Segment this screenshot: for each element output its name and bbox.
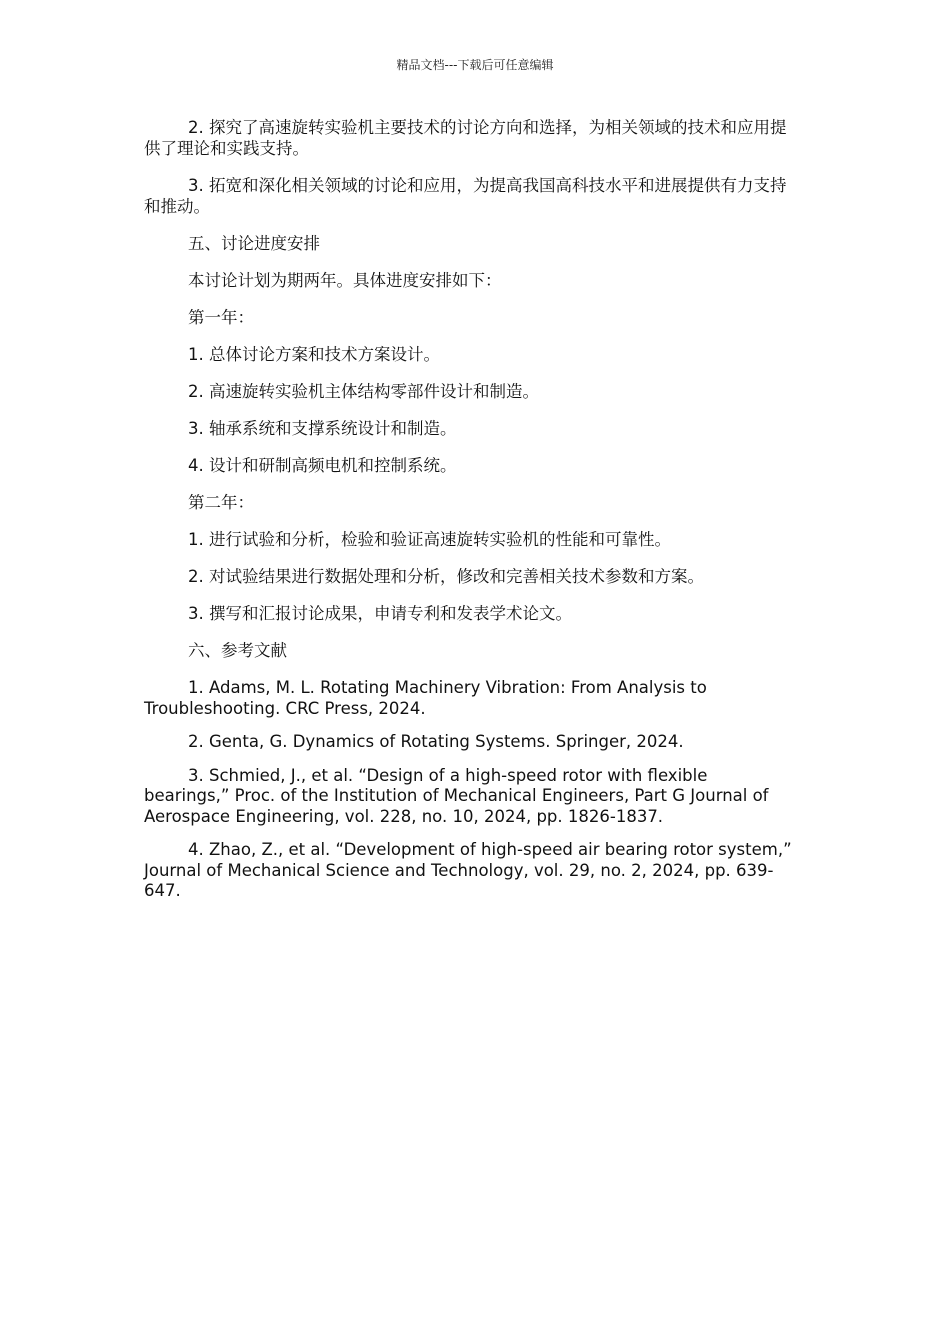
- list-item-year1-4: 4. 设计和研制高频电机和控制系统。: [188, 456, 457, 475]
- reference-item-3: 3. Schmied, J., et al. “Design of a high-speed rotor with flexible bearings,” Proc. of the Institution of Mechanical Engineers, Part G Journal of Aerospace Engineering, vol. 228, no. 10, 2024, pp. 1826-1837.: [144, 765, 769, 826]
- reference-item-1: 1. Adams, M. L. Rotating Machinery Vibration: From Analysis to Troubleshooting. CRC Press, 2024.: [144, 678, 707, 718]
- list-item-year1-3: 3. 轴承系统和支撑系统设计和制造。: [188, 419, 457, 438]
- list-item-year1-1: 1. 总体讨论方案和技术方案设计。: [188, 345, 440, 364]
- list-item-year2-3: 3. 撰写和汇报讨论成果，申请专利和发表学术论文。: [188, 604, 572, 623]
- paragraph-schedule-intro: 本讨论计划为期两年。具体进度安排如下：: [188, 271, 502, 290]
- paragraph-year-one: 第一年：: [188, 308, 254, 327]
- list-item-year2-2: 2. 对试验结果进行数据处理和分析，修改和完善相关技术参数和方案。: [188, 567, 704, 586]
- paragraph-outcome-2: 2. 探究了高速旋转实验机主要技术的讨论方向和选择，为相关领域的技术和应用提供了理论和实践支持。: [144, 118, 787, 158]
- paragraph-year-two: 第二年：: [188, 493, 254, 512]
- paragraph-outcome-3: 3. 拓宽和深化相关领域的讨论和应用，为提高我国高科技水平和进展提供有力支持和推动。: [144, 176, 787, 216]
- list-item-year2-1: 1. 进行试验和分析，检验和验证高速旋转实验机的性能和可靠性。: [188, 530, 671, 549]
- page-header: 精品文档---下载后可任意编辑: [396, 58, 554, 72]
- section-heading-schedule: 五、讨论进度安排: [188, 234, 320, 253]
- list-item-year1-2: 2. 高速旋转实验机主体结构零部件设计和制造。: [188, 382, 539, 401]
- section-heading-references: 六、参考文献: [188, 641, 287, 660]
- reference-item-2: 2. Genta, G. Dynamics of Rotating Systems. Springer, 2024.: [188, 732, 684, 751]
- document-body: [144, 117, 794, 915]
- reference-item-4: 4. Zhao, Z., et al. “Development of high-speed air bearing rotor system,” Journal of Mechanical Science and Technology, vol. 29, no. 2, 2024, pp. 639-647.: [144, 840, 792, 900]
